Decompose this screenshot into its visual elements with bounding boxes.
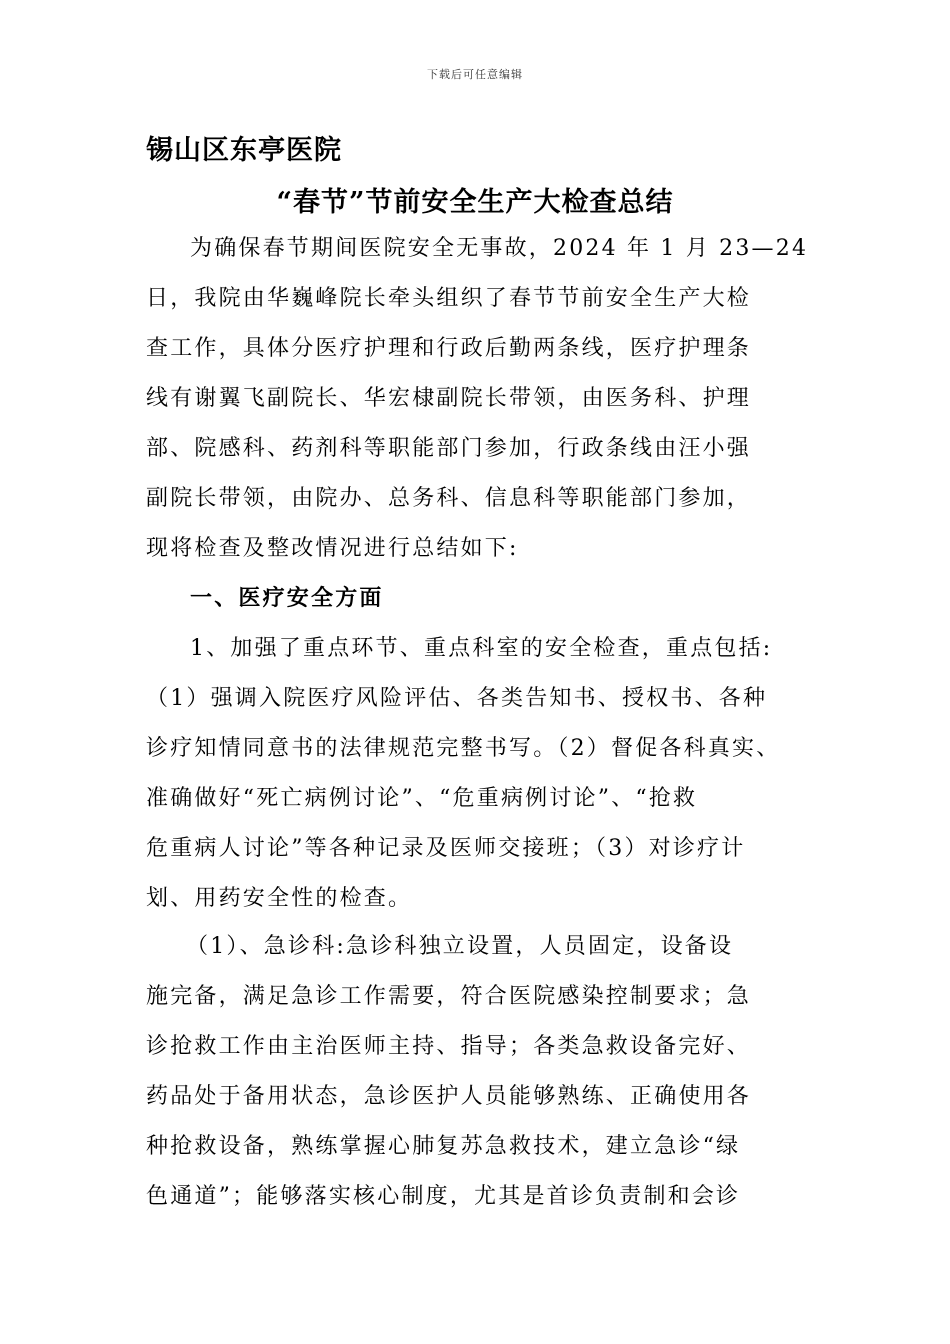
- section-1-heading-block: [146, 574, 836, 624]
- text-line: 诊疗知情同意书的法律规范完整书写。（2）督促各科真实、: [146, 736, 781, 761]
- text-line: 药品处于备用状态，急诊医护人员能够熟练、正确使用各: [146, 1084, 752, 1109]
- text-line: 查工作，具体分医疗护理和行政后勤两条线，医疗护理条: [146, 336, 752, 361]
- page-header-note: 下载后可任意编辑: [427, 68, 523, 81]
- organization-title: 锡山区东亭医院: [146, 135, 342, 166]
- intro-paragraph: [146, 224, 836, 574]
- text-line: 危重病人讨论”等各种记录及医师交接班；（3）对诊疗计: [146, 836, 746, 861]
- text-line: 种抢救设备，熟练掌握心肺复苏急救技术，建立急诊“绿: [146, 1134, 741, 1159]
- text-line: 部、院感科、药剂科等职能部门参加，行政条线由汪小强: [146, 436, 752, 461]
- point-1-paragraph: [146, 624, 836, 924]
- text-line: 现将检查及整改情况进行总结如下:: [146, 536, 519, 561]
- text-line: 色通道”；能够落实核心制度，尤其是首诊负责制和会诊: [146, 1184, 741, 1209]
- text-line: 诊抢救工作由主治医师主持、指导；各类急救设备完好、: [146, 1034, 752, 1059]
- text-line: （1）强调入院医疗风险评估、各类告知书、授权书、各种: [146, 686, 768, 711]
- text-line: （1）、急诊科:急诊科独立设置，人员固定，设备设: [186, 934, 734, 959]
- document-title: “春节”节前安全生产大检查总结: [276, 187, 674, 218]
- point-2-paragraph: [146, 922, 836, 1222]
- text-line: 副院长带领，由院办、总务科、信息科等职能部门参加，: [146, 486, 752, 511]
- section-heading: 一、医疗安全方面: [190, 586, 384, 611]
- text-line: 为确保春节期间医院安全无事故，2024 年 1 月 23—24: [190, 236, 809, 261]
- text-line: 日，我院由华巍峰院长牵头组织了春节节前安全生产大检: [146, 286, 752, 311]
- text-line: 施完备，满足急诊工作需要，符合医院感染控制要求；急: [146, 984, 752, 1009]
- text-line: 准确做好“死亡病例讨论”、“危重病例讨论”、“抢救: [146, 786, 698, 811]
- text-line: 线有谢翼飞副院长、华宏棣副院长带领，由医务科、护理: [146, 386, 752, 411]
- text-line: 1、加强了重点环节、重点科室的安全检查，重点包括:: [190, 636, 773, 661]
- text-line: 划、用药安全性的检查。: [146, 886, 413, 911]
